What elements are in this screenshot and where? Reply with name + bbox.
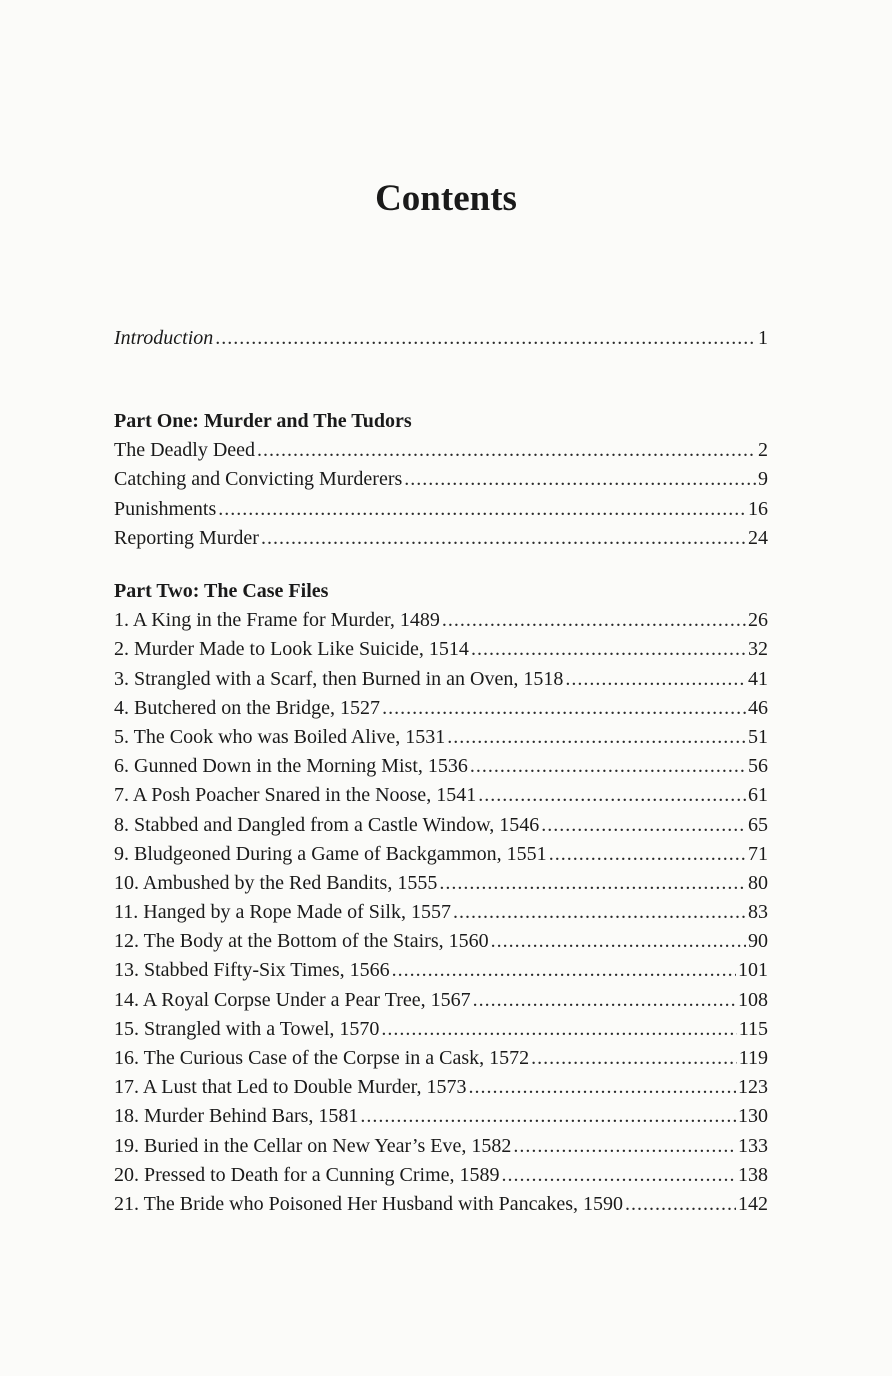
toc-entry[interactable] <box>114 1190 768 1219</box>
dot-leader <box>360 1102 736 1131</box>
part-two-section <box>114 577 768 1219</box>
dot-leader <box>549 840 746 869</box>
dot-leader <box>447 723 746 752</box>
toc-entry[interactable] <box>114 811 768 840</box>
dot-leader <box>513 1132 736 1161</box>
toc-entry-introduction[interactable] <box>114 324 768 353</box>
toc-entry-page: 32 <box>748 638 768 661</box>
toc-entry-title: 10. Ambushed by the Red Bandits, 1555 <box>114 871 438 894</box>
toc-entry-title: 20. Pressed to Death for a Cunning Crime, 1589 <box>114 1163 500 1186</box>
dot-leader <box>453 898 746 927</box>
dot-leader <box>491 927 746 956</box>
toc-entry-title: 7. A Posh Poacher Snared in the Noose, 1541 <box>114 784 477 807</box>
toc-entry[interactable] <box>114 635 768 664</box>
toc-entry-page: 71 <box>748 842 768 865</box>
toc-entry-title: 14. A Royal Corpse Under a Pear Tree, 1567 <box>114 988 471 1011</box>
dot-leader <box>404 465 756 494</box>
dot-leader <box>381 1015 736 1044</box>
toc-entry-page: 123 <box>738 1076 768 1099</box>
dot-leader <box>471 635 746 664</box>
toc-entry-title: 5. The Cook who was Boiled Alive, 1531 <box>114 725 446 748</box>
toc-entry[interactable] <box>114 665 768 694</box>
dot-leader <box>257 436 756 465</box>
toc-entry[interactable] <box>114 495 768 524</box>
toc-entry[interactable] <box>114 781 768 810</box>
toc-entry[interactable] <box>114 1132 768 1161</box>
toc-entry-page: 133 <box>738 1134 768 1157</box>
toc-entry-page: 46 <box>748 696 768 719</box>
toc-entry-title: The Deadly Deed <box>114 439 256 462</box>
dot-leader <box>469 1073 737 1102</box>
toc-entry[interactable] <box>114 524 768 553</box>
toc-entry-page: 119 <box>738 1047 768 1069</box>
dot-leader <box>470 752 746 781</box>
toc-entry-page: 80 <box>748 871 768 894</box>
toc-entry-title: 11. Hanged by a Rope Made of Silk, 1557 <box>114 901 451 924</box>
toc-entry-page: 138 <box>738 1163 768 1186</box>
dot-leader <box>218 495 746 524</box>
toc-entry-title: 12. The Body at the Bottom of the Stairs, 1560 <box>114 930 489 953</box>
toc-entry-page: 9 <box>758 468 768 491</box>
toc-entry-page: 108 <box>738 988 768 1011</box>
dot-leader <box>382 694 746 723</box>
toc-entry-title: 21. The Bride who Poisoned Her Husband with Pancakes, 1590 <box>114 1192 624 1215</box>
toc-entry-title: 16. The Curious Case of the Corpse in a Cask, 1572 <box>114 1047 530 1069</box>
toc-entry-title: 3. Strangled with a Scarf, then Burned in an Oven, 1518 <box>114 667 564 690</box>
toc-entry-title: Reporting Murder <box>114 526 259 549</box>
dot-leader <box>442 606 746 635</box>
toc-entry-title: 15. Strangled with a Towel, 1570 <box>114 1017 380 1040</box>
toc-entry[interactable] <box>114 723 768 752</box>
toc-entry[interactable] <box>114 1073 768 1102</box>
toc-entry-title: 8. Stabbed and Dangled from a Castle Window, 1546 <box>114 813 540 836</box>
part-one-heading: Part One: Murder and The Tudors <box>114 410 412 432</box>
dot-leader <box>625 1190 736 1219</box>
dot-leader <box>478 781 746 810</box>
toc-entry[interactable] <box>114 436 768 465</box>
toc-entry-page: 2 <box>758 439 768 462</box>
toc-entry-title: 19. Buried in the Cellar on New Year’s Eve, 1582 <box>114 1134 512 1157</box>
toc-entry-title: Introduction <box>114 327 214 349</box>
toc-entry[interactable] <box>114 465 768 494</box>
toc-entry[interactable] <box>114 1102 768 1131</box>
toc-entry-page: 51 <box>748 725 768 748</box>
toc-entry-title: 17. A Lust that Led to Double Murder, 1573 <box>114 1076 467 1099</box>
toc-entry[interactable] <box>114 869 768 898</box>
toc-entry[interactable] <box>114 927 768 956</box>
toc-entry[interactable] <box>114 606 768 635</box>
toc-entry-title: 18. Murder Behind Bars, 1581 <box>114 1105 359 1128</box>
toc-entry[interactable] <box>114 694 768 723</box>
toc-entry-title: 4. Butchered on the Bridge, 1527 <box>114 696 381 719</box>
toc-entry-page: 142 <box>738 1192 768 1215</box>
toc-entry-page: 1 <box>758 327 768 349</box>
toc-entry-page: 24 <box>748 526 768 549</box>
toc-entry-title: 13. Stabbed Fifty-Six Times, 1566 <box>114 959 390 982</box>
toc-entry-page: 16 <box>748 497 768 520</box>
dot-leader <box>502 1161 737 1190</box>
toc-entry-page: 65 <box>748 813 768 836</box>
toc-entry-page: 56 <box>748 755 768 778</box>
toc-entry-page: 115 <box>738 1017 768 1040</box>
introduction-section <box>114 324 768 353</box>
toc-entry-page: 41 <box>748 667 768 690</box>
toc-entry-title: 2. Murder Made to Look Like Suicide, 1514 <box>114 638 469 661</box>
page-title: Contents <box>375 178 517 219</box>
part-two-heading: Part Two: The Case Files <box>114 580 329 602</box>
toc-entry[interactable] <box>114 1015 768 1044</box>
dot-leader <box>531 1044 737 1073</box>
toc-entry-title: 6. Gunned Down in the Morning Mist, 1536 <box>114 755 468 778</box>
dot-leader <box>392 956 736 985</box>
dot-leader <box>215 324 756 353</box>
toc-entry[interactable] <box>114 1161 768 1190</box>
toc-entry[interactable] <box>114 752 768 781</box>
toc-entry-page: 101 <box>738 959 768 982</box>
toc-entry-page: 83 <box>748 901 768 924</box>
part-one-section <box>114 407 768 553</box>
toc-entry[interactable] <box>114 986 768 1015</box>
dot-leader <box>565 665 746 694</box>
dot-leader <box>473 986 736 1015</box>
toc-entry[interactable] <box>114 956 768 985</box>
toc-entry-title: Catching and Convicting Murderers <box>114 468 403 491</box>
dot-leader <box>541 811 746 840</box>
toc-entry-title: 9. Bludgeoned During a Game of Backgammon, 1551 <box>114 842 547 865</box>
toc-entry-title: 1. A King in the Frame for Murder, 1489 <box>114 609 440 632</box>
toc-entry-page: 26 <box>748 609 768 632</box>
toc-entry-title: Punishments <box>114 497 217 520</box>
toc-entry-page: 90 <box>748 930 768 953</box>
toc-entry[interactable] <box>114 898 768 927</box>
toc-entry[interactable] <box>114 840 768 869</box>
dot-leader <box>439 869 746 898</box>
dot-leader <box>261 524 746 553</box>
toc-entry-page: 61 <box>748 784 768 807</box>
toc-entry-page: 130 <box>738 1105 768 1128</box>
toc-entry[interactable] <box>114 1044 768 1073</box>
